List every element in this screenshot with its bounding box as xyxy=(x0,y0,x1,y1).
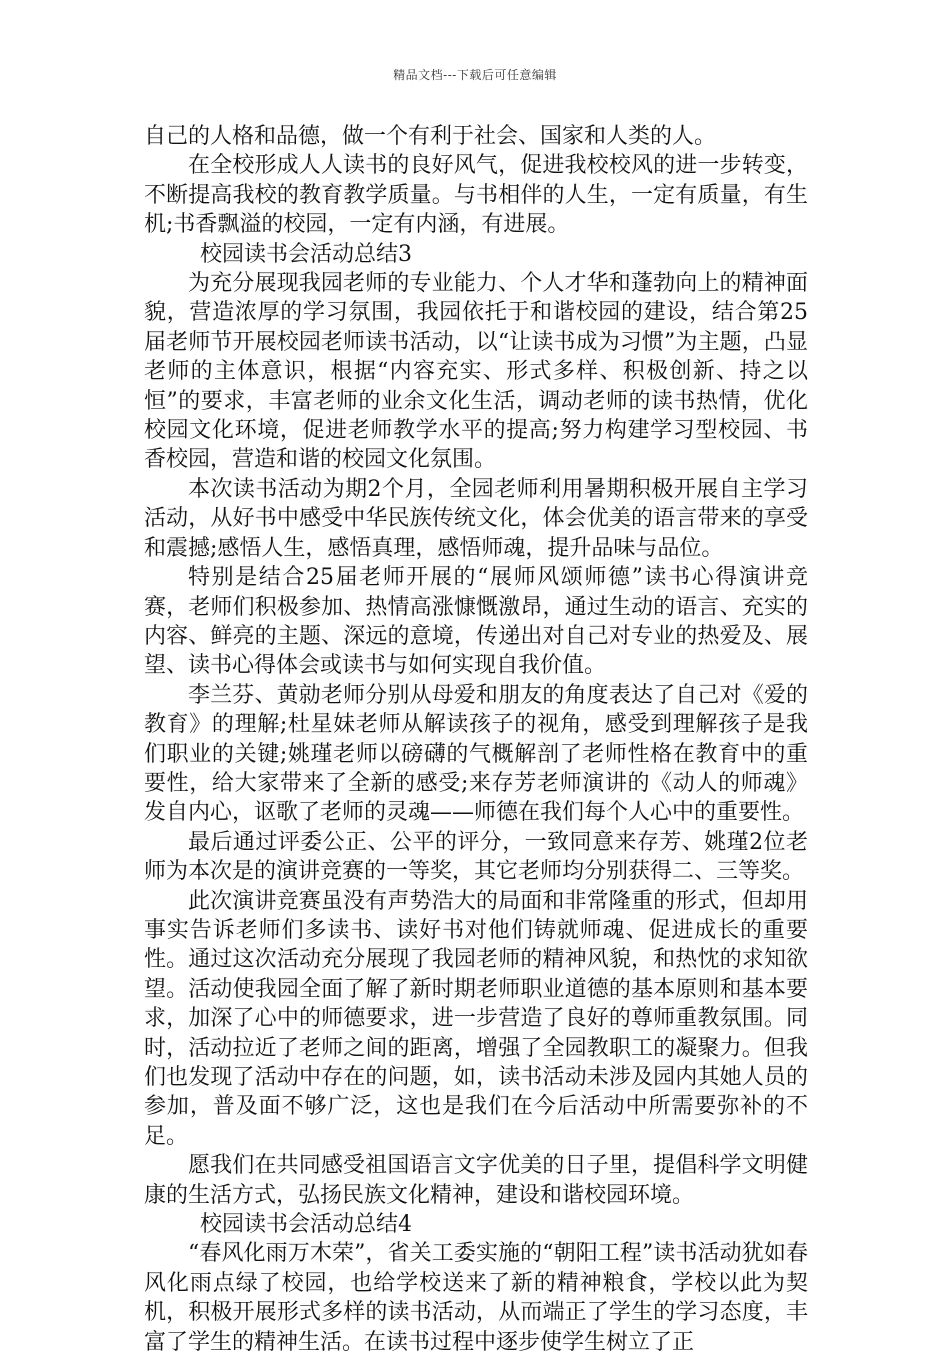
paragraph: 此次演讲竞赛虽没有声势浩大的局面和非常隆重的形式，但却用事实告诉老师们多读书、读好书对他们铸就师魂、促进成长的重要性。通过这次活动充分展现了我园老师的精神风貌，和热忱的求知欲望。活动使我园全面了解了新时期老师职业道德的基本原则和基本要求，加深了心中的师德要求，进一步营造了良好的尊师重教氛围。同时，活动拉近了老师之间的距离，增强了全园教职工的凝聚力。但我们也发现了活动中存在的问题，如，读书活动未涉及园内其她人员的参加，普及面不够广泛，这也是我们在今后活动中所需要弥补的不足。 xyxy=(144,888,808,1149)
section-heading: 校园读书会活动总结4 xyxy=(200,1212,412,1238)
document-body xyxy=(144,122,808,1357)
paragraph: 自己的人格和品德，做一个有利于社会、国家和人类的人。 xyxy=(144,124,717,149)
paragraph: 李兰芬、黄勍老师分别从母爱和朋友的角度表达了自己对《爱的教育》的理解;杜星妹老师从解读孩子的视角，感受到理解孩子是我们职业的关键;姚瑾老师以磅礴的气概解剖了老师性格在教育中的重要性，给大家带来了全新的感受;来存芳老师演讲的《动人的师魂》发自内心，讴歌了老师的灵魂——师德在我们每个人心中的重要性。 xyxy=(144,682,808,826)
paragraph: 为充分展现我园老师的专业能力、个人才华和蓬勃向上的精神面貌，营造浓厚的学习氛围，我园依托于和谐校园的建设，结合第25届老师节开展校园老师读书活动，以“让读书成为习惯”为主题，凸显老师的主体意识，根据“内容充实、形式多样、积极创新、持之以恒”的要求，丰富老师的业余文化生活，调动老师的读书热情，优化校园文化环境，促进老师教学水平的提高;努力构建学习型校园、书香校园，营造和谐的校园文化氛围。 xyxy=(144,271,808,473)
page-header: 精品文档---下载后可任意编辑 xyxy=(393,68,557,82)
paragraph: 本次读书活动为期2个月，全园老师利用暑期积极开展自主学习活动，从好书中感受中华民族传统文化，体会优美的语言带来的享受和震撼;感悟人生，感悟真理，感悟师魂，提升品味与品位。 xyxy=(144,476,808,561)
section-heading: 校园读书会活动总结3 xyxy=(200,241,412,267)
paragraph: “春风化雨万木荣”，省关工委实施的“朝阳工程”读书活动犹如春风化雨点绿了校园，也给学校送来了新的精神粮食，学校以此为契机，积极开展形式多样的读书活动，从而端正了学生的学习态度，丰富了学生的精神生活。在读书过程中逐步使学生树立了正 xyxy=(144,1241,808,1355)
paragraph: 最后通过评委公正、公平的评分，一致同意来存芳、姚瑾2位老师为本次是的演讲竞赛的一等奖，其它老师均分别获得二、三等奖。 xyxy=(144,829,808,885)
paragraph: 愿我们在共同感受祖国语言文字优美的日子里，提倡科学文明健康的生活方式，弘扬民族文化精神，建设和谐校园环境。 xyxy=(144,1153,808,1208)
paragraph: 在全校形成人人读书的良好风气，促进我校校风的进一步转变，不断提高我校的教育教学质量。与书相伴的人生，一定有质量，有生机;书香飘溢的校园，一定有内涵，有进展。 xyxy=(144,153,808,238)
paragraph: 特别是结合25届老师开展的“展师风颂师德”读书心得演讲竞赛，老师们积极参加、热情高涨慷慨激昂，通过生动的语言、充实的内容、鲜亮的主题、深远的意境，传递出对自己对专业的热爱及、展望、读书心得体会或读书与如何实现自我价值。 xyxy=(144,565,808,679)
